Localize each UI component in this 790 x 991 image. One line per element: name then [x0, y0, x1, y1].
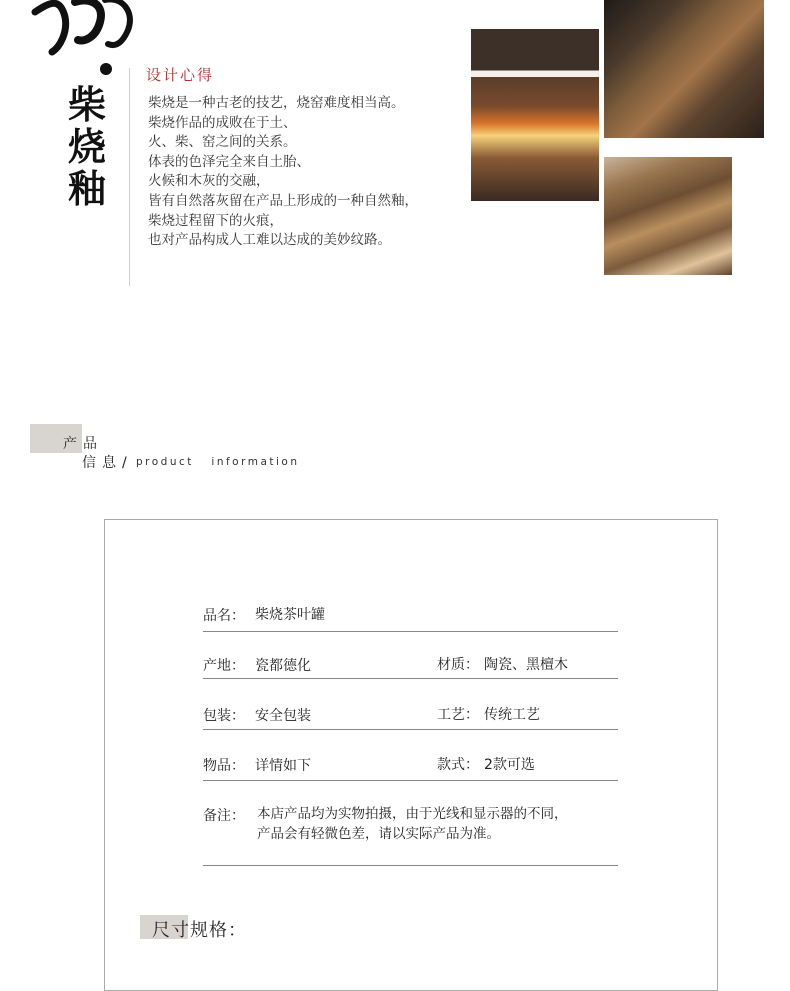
craft-value: 传统工艺 [484, 707, 540, 723]
intro-paragraph [148, 94, 468, 251]
name-value: 柴烧茶叶罐 [255, 607, 325, 623]
info-header-en: product information [136, 456, 300, 468]
note-label: 备注： [203, 808, 245, 824]
kiln-fire-photo [471, 29, 599, 201]
intro-line: 柴烧作品的成败在于土、 [148, 114, 297, 131]
intro-line: 火、柴、窑之间的关系。 [148, 134, 297, 151]
calligraphy-logo [30, 0, 150, 82]
firewood-pile-photo [604, 157, 732, 275]
section-label: 设计心得 [146, 66, 215, 84]
intro-line: 柴烧过程留下的火痕， [148, 212, 283, 229]
detail-row-name [203, 605, 618, 632]
title-char: 釉 [67, 166, 106, 211]
package-value: 安全包装 [255, 708, 311, 724]
spec-heading: 尺寸规格： [152, 920, 247, 941]
note-line: 产品会有轻微色差，请以实际产品为准。 [257, 825, 500, 842]
material-label: 材质： [437, 657, 479, 673]
intro-line: 火候和木灰的交融， [148, 173, 270, 190]
title-char: 柴 [67, 82, 106, 127]
intro-line: 柴烧是一种古老的技艺，烧窑难度相当高。 [148, 95, 405, 111]
craft-label: 工艺： [437, 707, 479, 723]
detail-row-item [203, 755, 618, 781]
intro-line: 体表的色泽完全来自土胎、 [148, 153, 310, 170]
info-header-cn-line1: 产品 [63, 436, 103, 452]
style-label: 款式： [437, 757, 479, 773]
title-char: 烧 [67, 124, 106, 169]
note-line: 本店产品均为实物拍摄，由于光线和显示器的不同， [257, 806, 568, 822]
intro-line: 皆有自然落灰留在产品上形成的一种自然釉， [148, 192, 418, 209]
stacked-wood-photo [604, 0, 764, 138]
origin-value: 瓷都德化 [255, 658, 311, 674]
detail-row-package [203, 705, 618, 730]
intro-line: 也对产品构成人工难以达成的美妙纹路。 [148, 232, 391, 249]
origin-label: 产地： [203, 658, 245, 674]
package-label: 包装： [203, 708, 245, 724]
name-label: 品名： [203, 608, 245, 624]
glaze-title [64, 84, 110, 210]
detail-row-origin [203, 655, 618, 679]
detail-row-note [203, 805, 618, 866]
style-value: 2款可选 [484, 757, 535, 773]
material-value: 陶瓷、黑檀木 [484, 657, 568, 673]
note-text [257, 805, 568, 844]
item-value: 详情如下 [255, 758, 311, 774]
divider-line [129, 68, 130, 286]
item-label: 物品： [203, 758, 245, 774]
info-header-cn-line2: 信息/ [82, 455, 133, 471]
